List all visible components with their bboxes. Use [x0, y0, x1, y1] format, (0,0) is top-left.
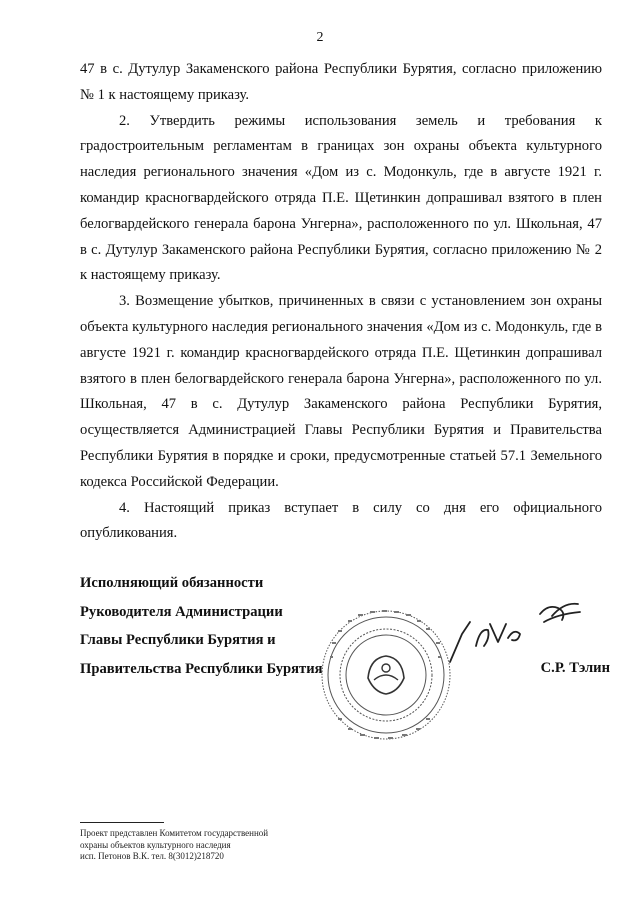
paragraph-item-3: 3. Возмещение убытков, причиненных в связи с установлением зон охраны объекта культурного наследия регионального значения «Дом из с. Модонкуль, где в августе 1921 г. командир красногвардейского отряда П.Е. Щетинкин допрашивал взятого в плен белогвардейского генерала барона Унгерна», расположенного по ул. Школьная, 47 в с. Дутулур Закаменского района Республики Бурятия, осуществляется Администрацией Главы Республики Бурятия и Правительства Республики Бурятия в порядке и сроки, предусмотренные статьей 57.1 Земельного кодекса Российской Федерации.	[80, 293, 602, 490]
footnote-line: охраны объектов культурного наследия	[80, 839, 231, 850]
signatory-name: С.Р. Тэлин	[540, 660, 610, 676]
footnote-divider	[80, 822, 164, 823]
page-number: 2	[316, 30, 324, 45]
footnote-line: Проект представлен Комитетом государственной	[80, 828, 269, 838]
signatory-title-line: Главы Республики Бурятия и	[80, 632, 276, 648]
signatory-title-line: Исполняющий обязанности	[80, 575, 264, 591]
signatory-title-line: Руководителя Администрации	[80, 603, 283, 620]
footnote-line: исп. Петонов В.К. тел. 8(3012)218720	[80, 851, 224, 861]
signatory-title-line: Правительства Республики Бурятия	[80, 660, 323, 677]
document-body	[80, 57, 602, 547]
paragraph-item-4: 4. Настоящий приказ вступает в силу со дня его официального опубликования.	[80, 499, 602, 542]
paragraph-item-2: 2. Утвердить режимы использования земель и требования к градостроительным регламентам в границах зон охраны объекта культурного наследия регионального значения «Дом из с. Модонкуль, где в августе 1921 г. командир красногвардейского отряда П.Е. Щетинкин допрашивал взятого в плен белогвардейского генерала барона Унгерна», расположенного по ул. Школьная, 47 в с. Дутулур Закаменского района Республики Бурятия, согласно приложению № 2 к настоящему приказу.	[80, 112, 602, 284]
footnote	[80, 828, 268, 863]
signature-block	[80, 569, 610, 683]
paragraph-continuation: 47 в с. Дутулур Закаменского района Республики Бурятия, согласно приложению № 1 к настоящему приказу.	[80, 61, 602, 103]
